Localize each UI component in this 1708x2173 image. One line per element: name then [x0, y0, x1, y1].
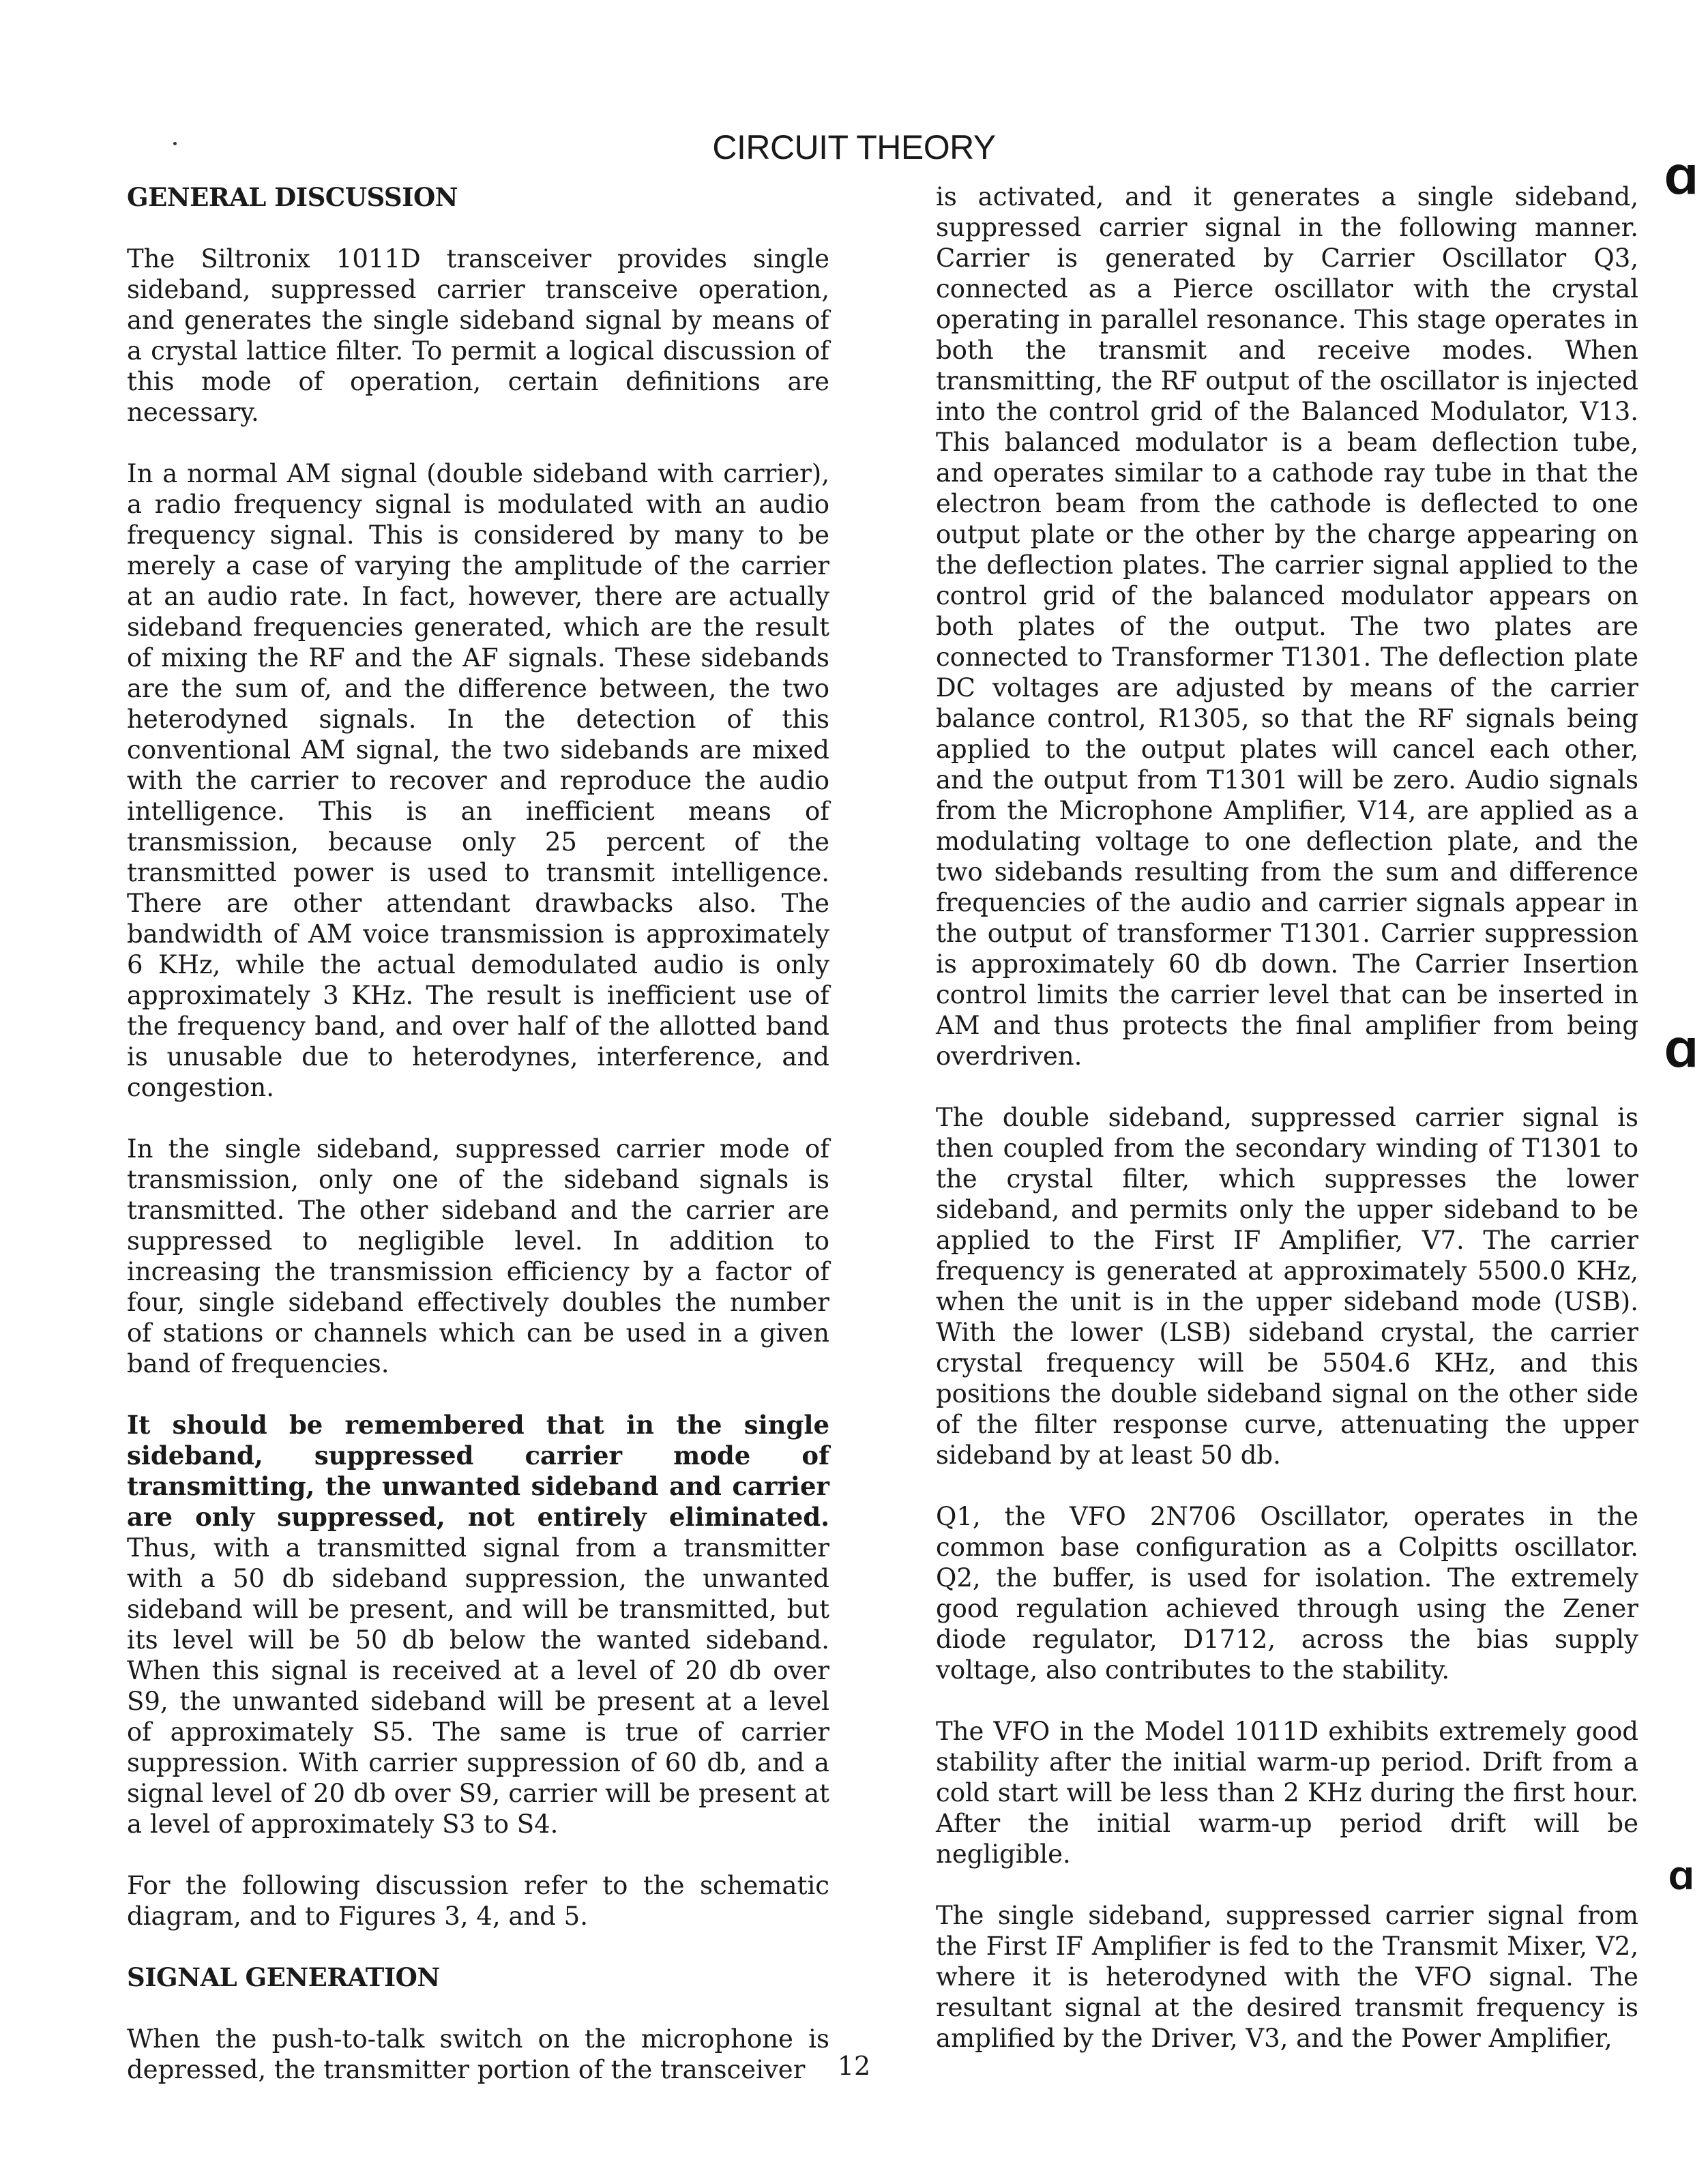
right-column: [936, 181, 1638, 2084]
paragraph: Q1, the VFO 2N706 Oscillator, operates in the common base configuration as a Colpitts oscillator. Q2, the buffer, is used for isolation. The extremely good regulation achieved through using the Zener diode regulator, D1712, across the bias supply voltage, also contributes to the stability.: [936, 1502, 1638, 1685]
scan-speck: [173, 142, 177, 145]
paragraph: The Siltronix 1011D transceiver provides single sideband, suppressed carrier transceive operation, and generates the single sideband signal by means of a crystal lattice filter. To permit a logical discussion of this mode of operation, certain definitions are necessary.: [127, 244, 829, 427]
page-number: 12: [837, 2051, 871, 2081]
paragraph: The double sideband, suppressed carrier signal is then coupled from the secondary winding of T1301 to the crystal filter, which suppresses the lower sideband, and permits only the upper sideband to be applied to the First IF Amplifier, V7. The carrier frequency is generated at approximately 5500.0 KHz, when the unit is in the upper sideband mode (USB). With the lower (LSB) sideband crystal, the carrier crystal frequency will be 5504.6 KHz, and this positions the double sideband signal on the other side of the filter response curve, attenuating the upper sideband by at least 50 db.: [936, 1103, 1638, 1470]
paragraph: When the push-to-talk switch on the microphone is depressed, the transmitter portion of the transceiver: [127, 2024, 829, 2084]
paragraph: [127, 1410, 829, 1839]
signal-generation-heading: SIGNAL GENERATION: [127, 1962, 440, 1992]
binder-punch-mark: Ɑ: [1664, 157, 1698, 203]
page-title: CIRCUIT THEORY: [712, 128, 996, 166]
emphasis-text: It should be remembered that in the single sideband, suppressed carrier mode of transmitting, the unwanted sideband and carrier are only suppressed, not entirely eliminated.: [127, 1410, 829, 1532]
paragraph: The single sideband, suppressed carrier signal from the First IF Amplifier is fed to the Transmit Mixer, V2, where it is heterodyned with the VFO signal. The resultant signal at the desired transmit frequency is amplified by the Driver, V3, and the Power Amplifier,: [936, 1901, 1638, 2053]
binder-punch-mark: Ɑ: [1668, 1862, 1694, 1897]
paragraph: is activated, and it generates a single sideband, suppressed carrier signal in the following manner. Carrier is generated by Carrier Oscillator Q3, connected as a Pierce oscillator with the crystal operating in parallel resonance. This stage operates in both the transmit and receive modes. When transmitting, the RF output of the oscillator is injected into the control grid of the Balanced Modulator, V13. This balanced modulator is a beam deflection tube, and operates similar to a cathode ray tube in that the electron beam from the cathode is deflected to one output plate or the other by the charge appearing on the deflection plates. The carrier signal applied to the control grid of the balanced modulator appears on both plates of the output. The two plates are connected to Transformer T1301. The deflection plate DC voltages are adjusted by means of the carrier balance control, R1305, so that the RF signals being applied to the output plates will cancel each other, and the output from T1301 will be zero. Audio signals from the Microphone Amplifier, V14, are applied as a modulating voltage to one deflection plate, and the two sidebands resulting from the sum and difference frequencies of the audio and carrier signals appear in the output of transformer T1301. Carrier suppression is approximately 60 db down. The Carrier Insertion control limits the carrier level that can be inserted in AM and thus protects the final amplifier from being overdriven.: [936, 182, 1638, 1071]
paragraph-text: Thus, with a transmitted signal from a transmitter with a 50 db sideband suppression, the unwanted sideband will be present, and will be transmitted, but its level will be 50 db below the wanted sideband. When this signal is received at a level of 20 db over S9, the unwanted sideband will be present at a level of approximately S5. The same is true of carrier suppression. With carrier suppression of 60 db, and a signal level of 20 db over S9, carrier will be present at a level of approximately S3 to S4.: [127, 1533, 829, 1839]
binder-punch-mark: Ɑ: [1664, 1030, 1698, 1076]
paragraph: The VFO in the Model 1011D exhibits extremely good stability after the initial warm-up period. Drift from a cold start will be less than 2 KHz during the first hour. After the initial warm-up period drift will be negligible.: [936, 1717, 1638, 1869]
general-discussion-heading: GENERAL DISCUSSION: [127, 182, 458, 212]
left-column: [127, 179, 829, 2116]
paragraph: In a normal AM signal (double sideband with carrier), a radio frequency signal is modulated with an audio frequency signal. This is considered by many to be merely a case of varying the amplitude of the carrier at an audio rate. In fact, however, there are actually sideband frequencies generated, which are the result of mixing the RF and the AF signals. These sidebands are the sum of, and the difference between, the two heterodyned signals. In the detection of this conventional AM signal, the two sidebands are mixed with the carrier to recover and reproduce the audio intelligence. This is an inefficient means of transmission, because only 25 percent of the transmitted power is used to transmit intelligence. There are other attendant drawbacks also. The bandwidth of AM voice transmission is approximately 6 KHz, while the actual demodulated audio is only approximately 3 KHz. The result is inefficient use of the frequency band, and over half of the allotted band is unusable due to heterodynes, interference, and congestion.: [127, 459, 829, 1102]
paragraph: In the single sideband, suppressed carrier mode of transmission, only one of the sideband signals is transmitted. The other sideband and the carrier are suppressed to negligible level. In addition to increasing the transmission efficiency by a factor of four, single sideband effectively doubles the number of stations or channels which can be used in a given band of frequencies.: [127, 1134, 829, 1378]
paragraph: For the following discussion refer to the schematic diagram, and to Figures 3, 4, and 5.: [127, 1871, 829, 1931]
